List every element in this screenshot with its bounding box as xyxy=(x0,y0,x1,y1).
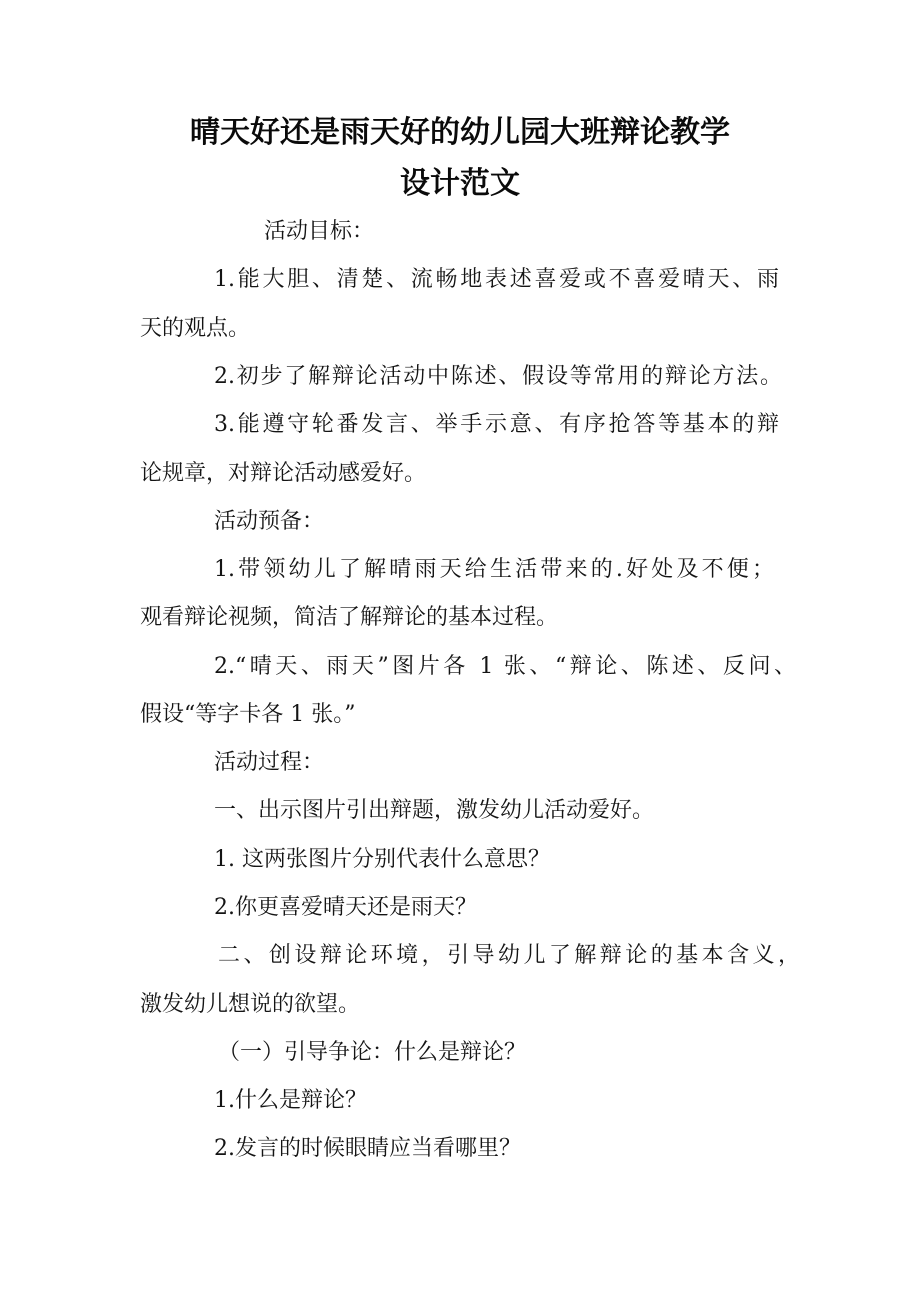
paragraph-line: （一）引导争论：什么是辩论？ xyxy=(218,1040,527,1065)
paragraph-line: 2.发言的时候眼睛应当看哪里？ xyxy=(214,1136,521,1161)
section-heading: 活动过程： xyxy=(214,750,325,775)
document-title-line-2: 设计范文 xyxy=(400,166,520,201)
paragraph-line: 一、出示图片引出辩题，激发幼儿活动爱好。 xyxy=(214,798,655,823)
paragraph-line: 3.能遵守轮番发言、举手示意、有序抢答等基本的辩 xyxy=(214,412,779,437)
section-heading: 活动目标： xyxy=(264,219,375,244)
paragraph-line: 二、创设辩论环境，引导幼儿了解辩论的基本含义， xyxy=(218,943,800,968)
paragraph-line: 观看辩论视频，简洁了解辩论的基本过程。 xyxy=(140,605,559,630)
paragraph-line: 1.能大胆、清楚、流畅地表述喜爱或不喜爱晴天、雨 xyxy=(214,267,779,292)
paragraph-line: 2.你更喜爱晴天还是雨天？ xyxy=(214,895,477,920)
paragraph-line: 2.初步了解辩论活动中陈述、假设等常用的辩论方法。 xyxy=(214,364,782,389)
paragraph-line: 假设“等字卡各 1 张。” xyxy=(140,702,356,727)
paragraph-line: 激发幼儿想说的欲望。 xyxy=(140,992,361,1017)
paragraph-line: 1.什么是辩论？ xyxy=(214,1088,367,1113)
section-heading: 活动预备： xyxy=(214,509,325,534)
paragraph-line: 天的观点。 xyxy=(140,316,251,341)
paragraph-line: 1.带领幼儿了解晴雨天给生活带来的.好处及不便； xyxy=(214,557,774,582)
paragraph-line: 论规章，对辩论活动感爱好。 xyxy=(140,461,427,486)
paragraph-line: 2.“晴天、雨天”图片各 1 张、“辩论、陈述、反问、 xyxy=(214,654,796,679)
document-title-line-1: 晴天好还是雨天好的幼儿园大班辩论教学 xyxy=(190,115,730,150)
paragraph-line: 1. 这两张图片分别代表什么意思？ xyxy=(214,847,550,872)
